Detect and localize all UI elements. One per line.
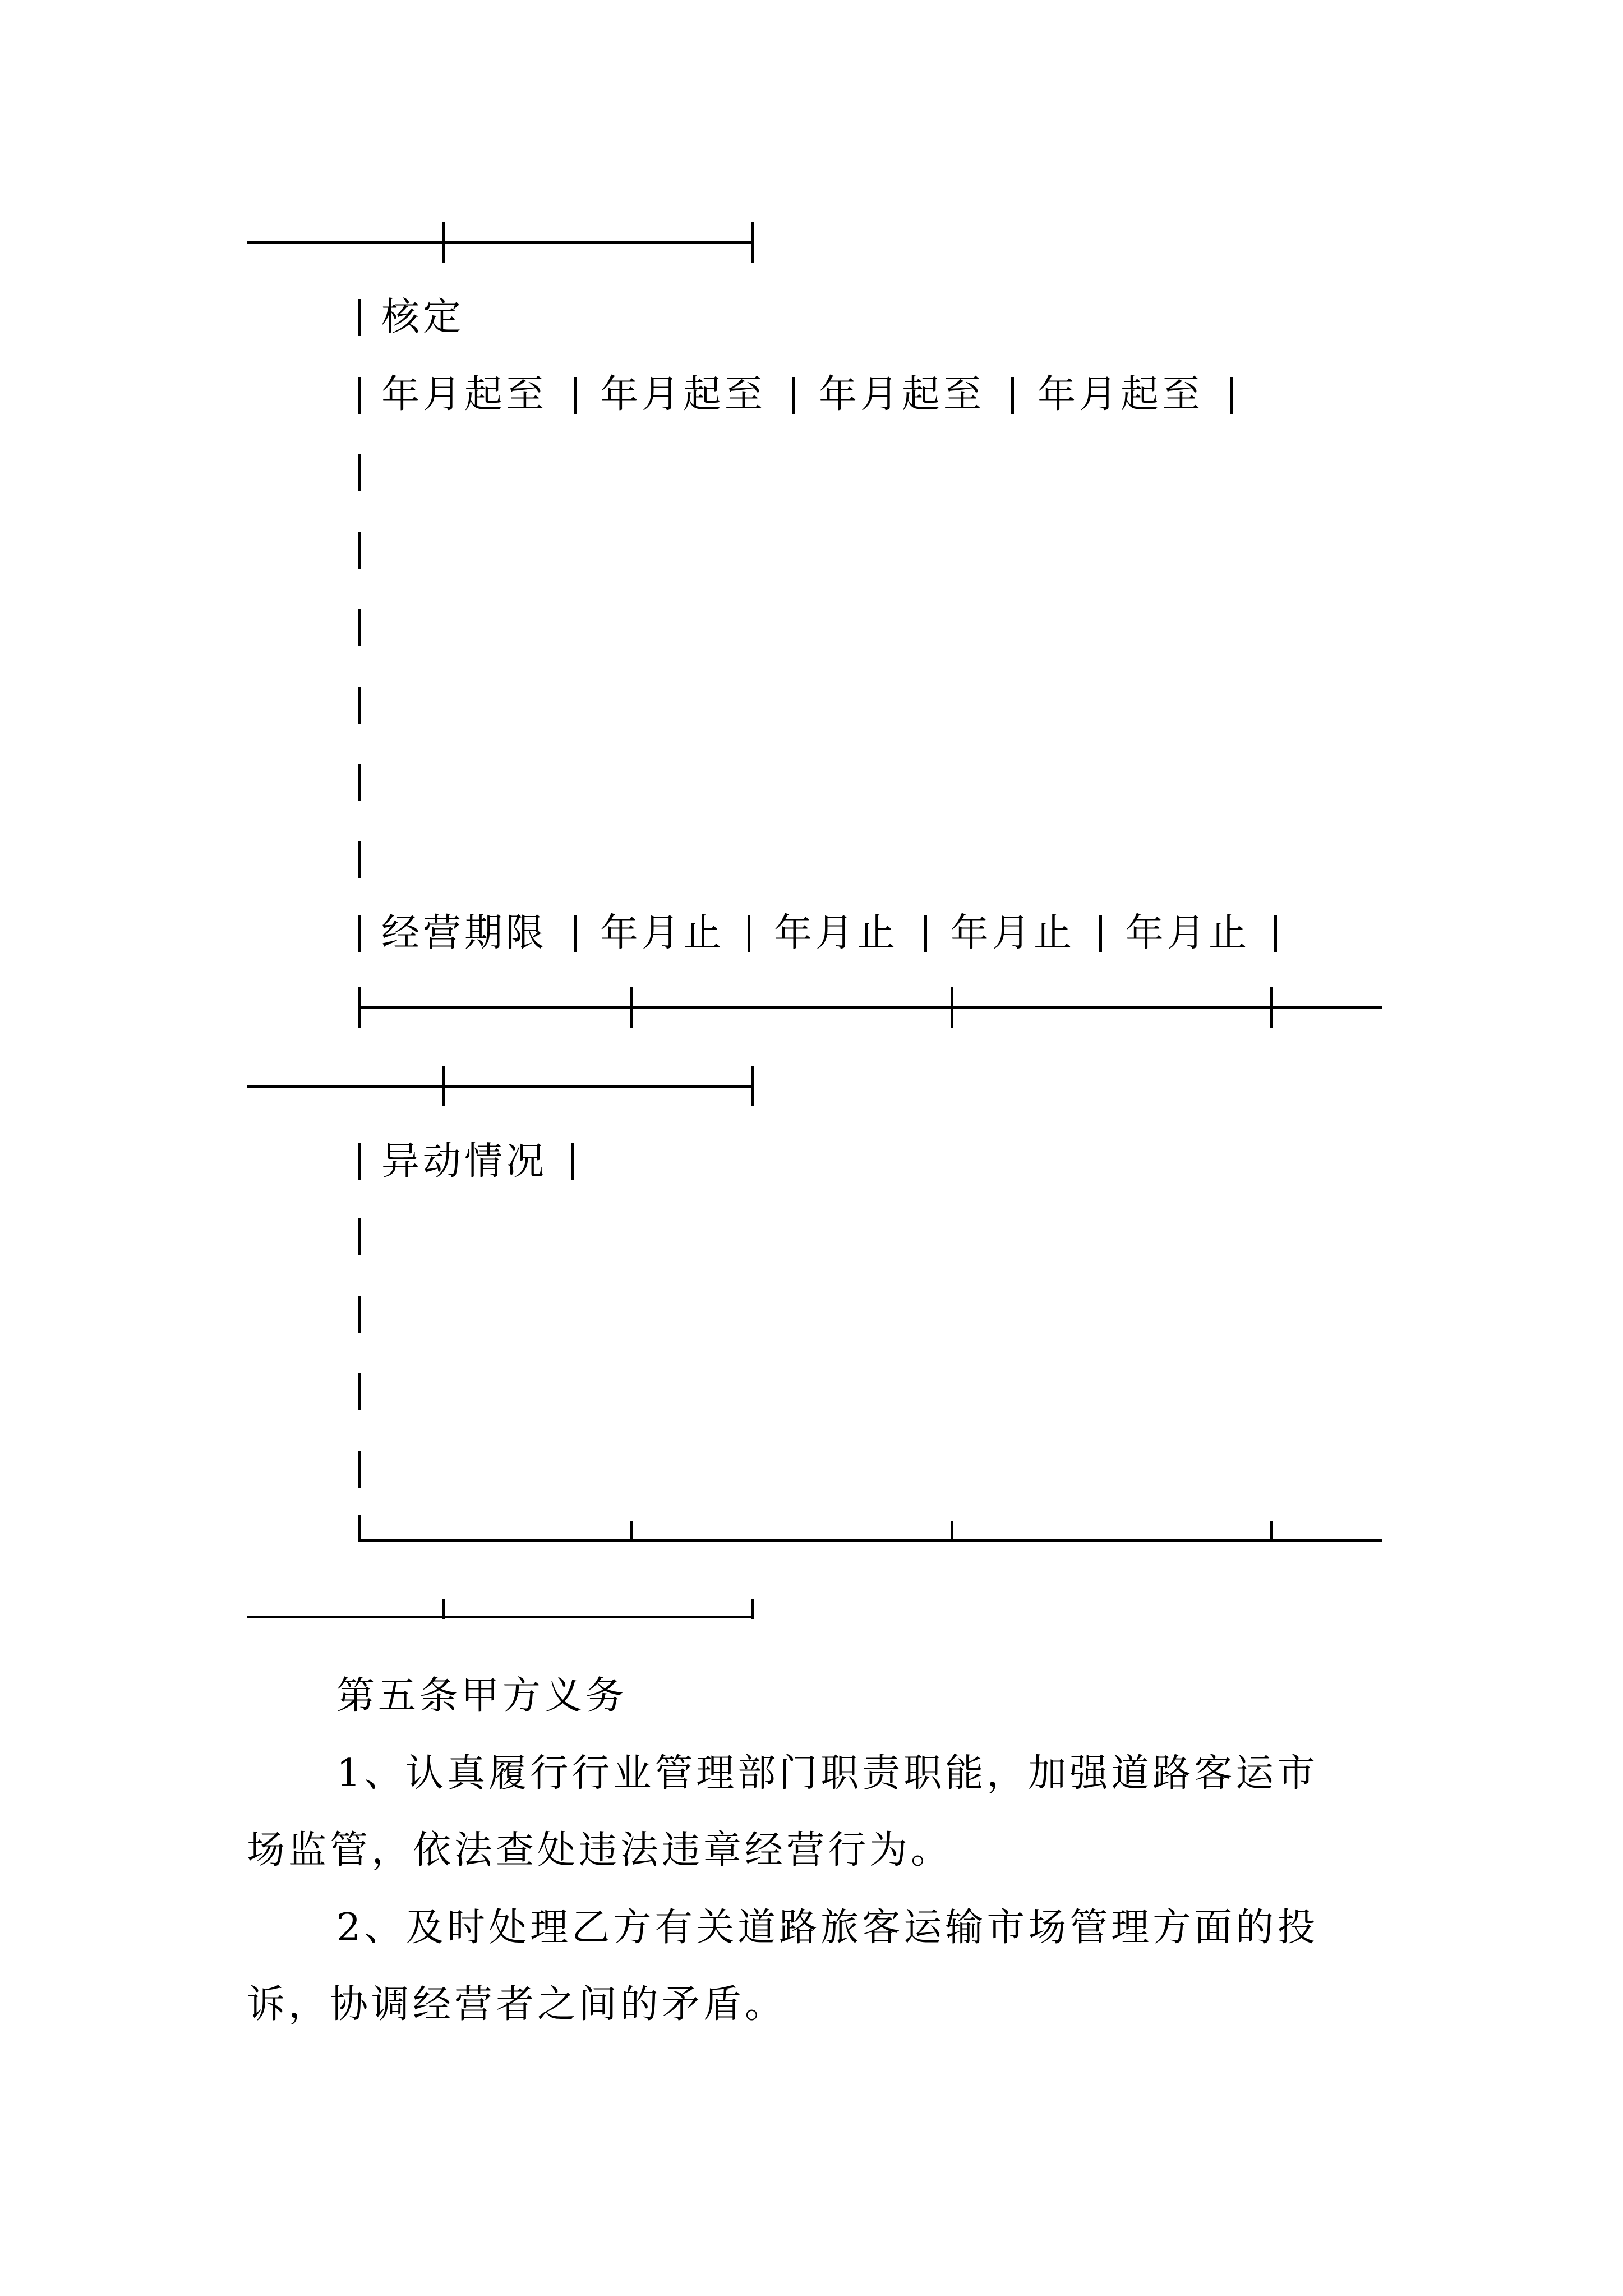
table-cell-end: 年月止 (774, 911, 899, 955)
table-cell-border (358, 1296, 361, 1333)
table-cell-border (358, 609, 361, 646)
table-cell-border (358, 915, 361, 952)
table-border-tick (358, 1515, 361, 1542)
table-border-tick (1270, 1521, 1273, 1542)
table-cell-border (358, 841, 361, 878)
table-cell-end: 年月止 (600, 911, 725, 955)
table-cell-start: 年月起至 (1038, 372, 1204, 417)
table-border-tick (630, 987, 633, 1028)
table-border-tick (442, 1066, 445, 1106)
table-cell-border (574, 377, 577, 414)
table-cell-border (924, 915, 927, 952)
table-cell-border (792, 377, 795, 414)
table-cell-border (1011, 377, 1014, 414)
table-cell-border (358, 454, 361, 491)
table-border-tick (442, 222, 445, 263)
table-cell-end: 年月止 (951, 911, 1076, 955)
table-border-tick (1270, 987, 1273, 1028)
table-border-bottom-2 (247, 1616, 754, 1618)
table-cell-border (571, 1143, 574, 1180)
table-border-top (247, 241, 754, 244)
table-cell-border (358, 1218, 361, 1255)
article-item-line: 1、认真履行行业管理部门职责职能，加强道路客运市 (336, 1751, 1319, 1796)
table-cell-border (358, 764, 361, 801)
table-cell-border (358, 687, 361, 724)
table-border-middle (359, 1006, 1382, 1009)
table-row-heading: 异动情况 (381, 1139, 548, 1184)
table-cell-start: 年月起至 (381, 372, 548, 417)
table-cell-border (574, 915, 577, 952)
table-cell-border (358, 532, 361, 569)
table-cell-end: 年月止 (1126, 911, 1251, 955)
table-row-heading: 经营期限 (381, 911, 548, 955)
table-border-tick (630, 1521, 633, 1542)
table-border-tick (751, 1599, 754, 1619)
article-item-line: 2、及时处理乙方有关道路旅客运输市场管理方面的投 (336, 1906, 1319, 1950)
table-cell-border (358, 1373, 361, 1410)
table-cell-start: 年月起至 (600, 372, 767, 417)
table-row-heading: 核定 (381, 295, 465, 339)
article-item-line: 诉，协调经营者之间的矛盾。 (247, 1982, 787, 2027)
table-border-tick (951, 987, 953, 1028)
table-cell-start: 年月起至 (819, 372, 985, 417)
table-border-middle-2 (247, 1085, 754, 1088)
table-cell-border (358, 1451, 361, 1488)
table-cell-border (1099, 915, 1102, 952)
table-cell-border (1230, 377, 1233, 414)
table-cell-border (358, 299, 361, 336)
table-cell-border (358, 1143, 361, 1180)
table-cell-border (358, 377, 361, 414)
table-border-tick (751, 222, 754, 263)
table-cell-border (748, 915, 750, 952)
table-border-tick (951, 1521, 953, 1542)
table-border-bottom (359, 1539, 1382, 1542)
article-heading: 第五条甲方义务 (336, 1674, 628, 1718)
table-border-tick (751, 1066, 754, 1106)
table-cell-border (1274, 915, 1277, 952)
article-item-line: 场监管，依法查处违法违章经营行为。 (247, 1828, 953, 1872)
table-border-tick (442, 1599, 445, 1619)
